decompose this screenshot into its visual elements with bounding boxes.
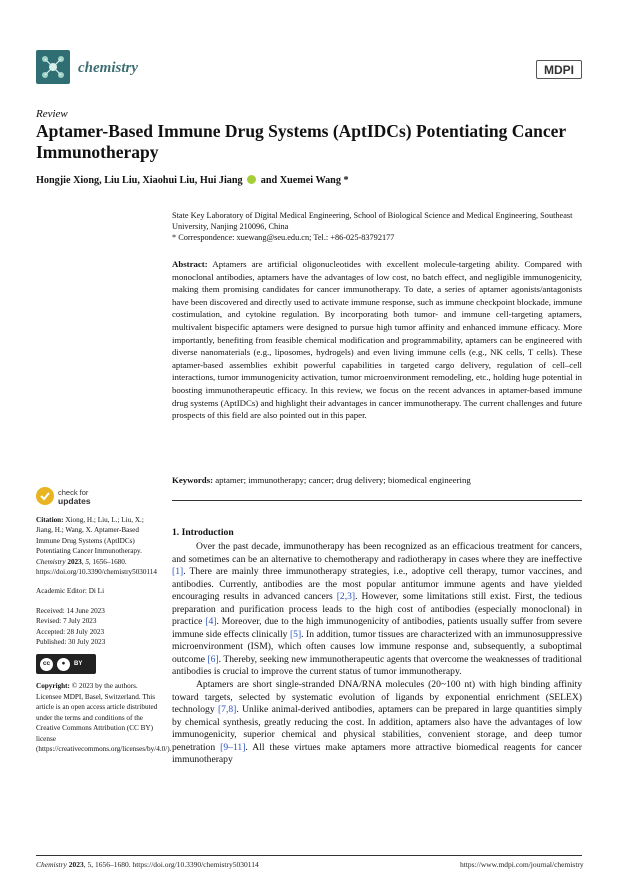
citation-pages[interactable]: , 1656–1680. https://doi.org/10.3390/chemistry5030114 xyxy=(36,557,157,577)
authors-main: Hongjie Xiong, Liu Liu, Xiaohui Liu, Hui Jiang xyxy=(36,175,243,186)
reference-link[interactable]: [5] xyxy=(289,628,302,640)
publisher-logo: MDPI xyxy=(536,60,582,79)
journal-logo-icon xyxy=(36,50,70,84)
footer-divider xyxy=(36,855,582,856)
keywords-label: Keywords: xyxy=(172,475,214,485)
abstract-label: Abstract: xyxy=(172,259,208,269)
footer-year: 2023 xyxy=(68,860,84,869)
section-divider xyxy=(172,500,582,501)
reference-link[interactable]: [2,3] xyxy=(336,591,356,603)
body-text xyxy=(172,541,582,767)
check-updates-line2: updates xyxy=(58,496,91,506)
copyright-label: Copyright: xyxy=(36,682,70,691)
copyright-block xyxy=(36,681,172,754)
footer-journal-url[interactable]: https://www.mdpi.com/journal/chemistry xyxy=(460,860,584,869)
date-accepted: Accepted: 28 July 2023 xyxy=(36,627,105,636)
journal-name: chemistry xyxy=(78,60,138,76)
article-type: Review xyxy=(36,108,68,120)
check-updates-icon xyxy=(36,487,54,505)
date-received: Received: 14 June 2023 xyxy=(36,606,105,615)
article-info-sidebar xyxy=(36,515,172,754)
cc-icon: cc xyxy=(40,658,53,671)
orcid-icon[interactable] xyxy=(247,175,256,184)
footer-journal: Chemistry xyxy=(36,860,67,869)
reference-link[interactable]: [1] xyxy=(172,566,184,578)
check-updates-line1: check for xyxy=(58,488,89,497)
by-icon: ● xyxy=(57,658,70,671)
correspondence: * Correspondence: xuewang@seu.edu.cn; Tel.: +86-025-83792177 xyxy=(172,233,395,242)
keywords xyxy=(172,475,582,485)
reference-link[interactable]: [9–11] xyxy=(220,741,246,753)
affiliation-block xyxy=(172,210,582,243)
citation-volume: 5 xyxy=(85,557,89,566)
date-published: Published: 30 July 2023 xyxy=(36,638,106,647)
citation-label: Citation: xyxy=(36,516,64,524)
citation-year: 2023 xyxy=(67,557,82,566)
affiliation: State Key Laboratory of Digital Medical Engineering, School of Biological Science and Medical Engineering, Southeast University, Nanjing 210096, China xyxy=(172,211,573,231)
citation-text: Xiong, H.; Liu, L.; Liu, X.; Jiang, H.; Wang, X. Aptamer-Based Immune Drug Systems (AptIDCs) Potentiating Cancer Immunotherapy. xyxy=(36,516,144,556)
keywords-text: aptamer; immunotherapy; cancer; drug delivery; biomedical engineering xyxy=(215,475,471,485)
footer-citation xyxy=(36,860,259,869)
copyright-text: © 2023 by the authors. Licensee MDPI, Basel, Switzerland. This article is an open access article distributed under the terms and conditions of the Creative Commons Attribution (CC BY) license (https://creativecommons.org/licenses/by/4.0/). xyxy=(36,682,172,753)
citation-block: Citation: Xiong, H.; Liu, L.; Liu, X.; Jiang, H.; Wang, X. Aptamer-Based Immune Drug Systems (AptIDCs) Potentiating Cancer Immunotherapy. Chemistry 2023, 5, 1656–1680. https://doi.org/10.3390/chemistry5030114 xyxy=(36,516,157,577)
section-heading: 1. Introduction xyxy=(172,527,234,538)
academic-editor: Academic Editor: Di Li xyxy=(36,587,105,596)
authors-last: and Xuemei Wang * xyxy=(260,175,349,186)
footer-doi[interactable]: , 5, 1656–1680. https://doi.org/10.3390/chemistry5030114 xyxy=(83,860,259,869)
citation-journal: Chemistry xyxy=(36,557,66,566)
reference-link[interactable]: [7,8] xyxy=(217,704,237,716)
check-for-updates-badge[interactable] xyxy=(36,487,146,509)
by-label: BY xyxy=(74,661,83,668)
article-title: Aptamer-Based Immune Drug Systems (AptIDCs) Potentiating Cancer Immunotherapy xyxy=(36,121,566,162)
cc-by-license-badge[interactable] xyxy=(36,654,96,674)
reference-link[interactable]: [4] xyxy=(205,616,217,628)
abstract-text: Aptamers are artificial oligonucleotides with excellent molecule-targeting ability. Compared with monoclonal antibodies, aptamers have the advantages of low cost, no batch effect, and negligible immunogenicity, making them promising candidates for cancer immunotherapy. To date, a series of aptamer agonists/antagonists have been discovered and directly used to activate immune response, such as immune checkpoint blockade, immune costimulation, and cytokine regulation. By incorporating both tumor- and immune cell-targeting aptamers, multivalent bispecific aptamers were designed to pursue high tumor affinity and enhanced immune efficacy. More importantly, benefiting from feasible chemical modification and programmability, aptamers can be engineered with diverse nanomaterials (e.g., liposomes, hydrogels) and even living immune cells (e.g., NK cells, T cells). These aptamer-based assemblies exhibit powerful capabilities in targeted cargo delivery, regulation of cell–cell interactions, tumor immunogenicity activation, tumor microenvironment remodeling, etc., holding huge potential in boosting immunotherapeutic efficacy. In this review, we focus on the recent advances in aptamer-based immune drug systems (AptIDCs) and highlight their advantages in cancer immunotherapy. The current challenges and future prospects of this field are also pointed out in this paper. xyxy=(172,259,582,421)
abstract xyxy=(172,258,582,422)
reference-link[interactable]: [6] xyxy=(207,653,219,665)
paragraph: Aptamers are short single-stranded DNA/RNA molecules (20~100 nt) with high binding affinity toward targets, selected by systematic evolution of ligands by exponential enrichment (SELEX) technology [7,8]. Unlike animal-derived antibodies, aptamers can be prepared in large quantities simply by chemical synthesis, greatly reducing the cost. In addition, aptamers also have the advantages of low immunogenicity, superior chemical and physical stabilities, convenient storage, and deep tumor penetration [9–11]. All these virtues make aptamers more attractive biomedical reagents for cancer immunotherapy xyxy=(172,679,583,766)
check-updates-text xyxy=(58,489,91,506)
date-revised: Revised: 7 July 2023 xyxy=(36,617,97,626)
paragraph: Over the past decade, immunotherapy has been recognized as an efficacious treatment for cancers, and sometimes can be an alternative to chemotherapy and radiotherapy in cases where they are ineffective [1]. There are mainly three immunotherapy strategies, i.e., adoptive cell therapy, tumor vaccines, and antibodies. Currently, antibodies are the most popular antitumor immune agents and have yielded encouraging results in advanced cancers [2,3]. However, some limitations still exist. First, the tedious preparation and purification process leads to the high cost of antibodies (especially monoclonal) in practice [4]. Moreover, due to the high immunogenicity of antibodies, patients usually suffer from severe immune side effects clinically [5]. In addition, tumor tissues are characterized with an immunosuppressive microenvironment (ISM), which often causes low immune response and, subsequently, a suboptimal outcome [6]. Thereby, seeking new immunotherapeutic agents that overcome the weaknesses of traditional antibodies is crucial to improve the current status of tumor immunotherapy. xyxy=(172,541,583,678)
author-list xyxy=(36,175,349,186)
